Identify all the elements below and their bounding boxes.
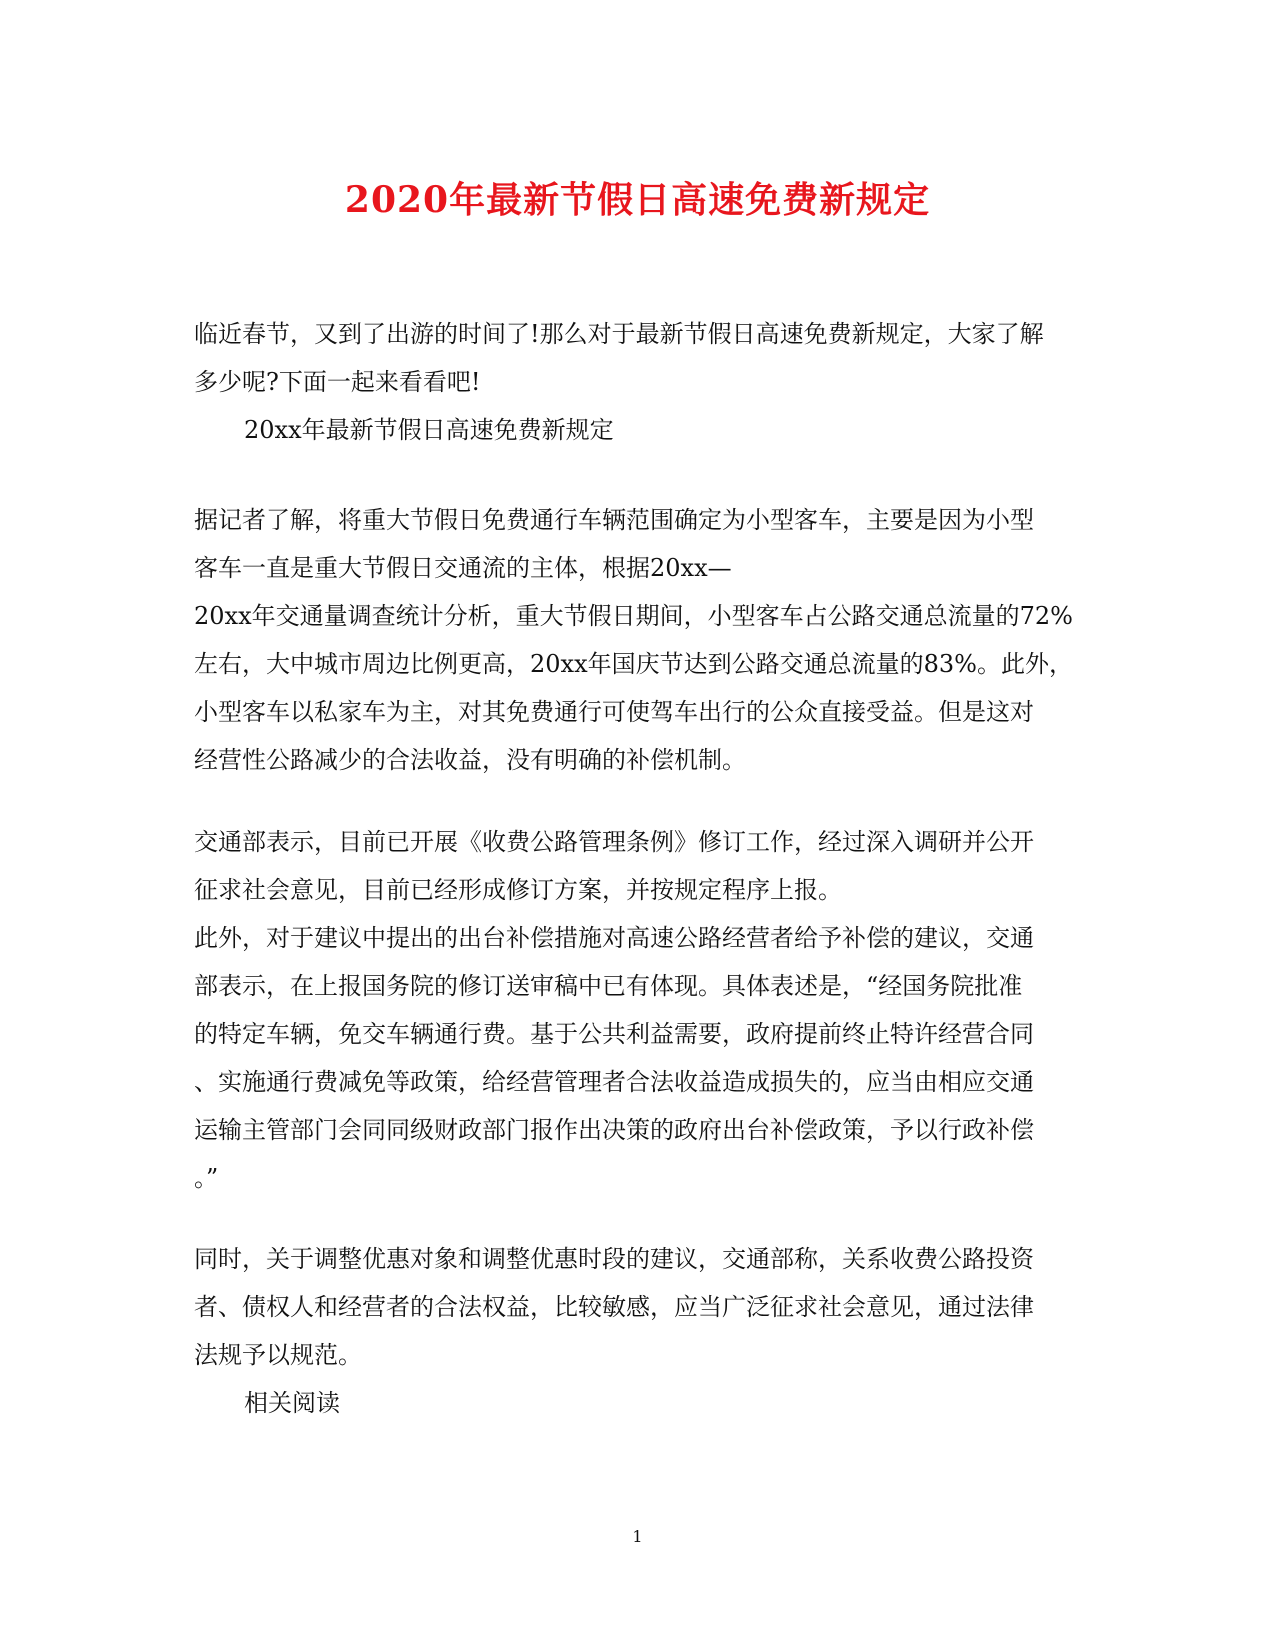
text-line: 的特定车辆，免交车辆通行费。基于公共利益需要，政府提前终止特许经营合同 [194, 1020, 1034, 1048]
text-line: 、实施通行费减免等政策，给经营管理者合法收益造成损失的，应当由相应交通 [194, 1068, 1034, 1096]
paragraph-intro [194, 310, 1084, 406]
text-line: 据记者了解，将重大节假日免费通行车辆范围确定为小型客车，主要是因为小型 [194, 506, 1034, 534]
paragraph-scope [194, 496, 1084, 784]
paragraph-subheading [194, 406, 1084, 454]
text-line: 。” [194, 1164, 219, 1192]
text-line: 同时，关于调整优惠对象和调整优惠时段的建议，交通部称，关系收费公路投资 [194, 1245, 1034, 1273]
page-number: 1 [632, 1527, 643, 1546]
text-line: 经营性公路减少的合法收益，没有明确的补偿机制。 [194, 746, 746, 774]
text-line: 小型客车以私家车为主，对其免费通行可使驾车出行的公众直接受益。但是这对 [194, 698, 1034, 726]
text-line: 多少呢?下面一起来看看吧! [194, 368, 481, 396]
text-line: 交通部表示，目前已开展《收费公路管理条例》修订工作，经过深入调研并公开 [194, 828, 1034, 856]
paragraph-adjustment [194, 1235, 1084, 1379]
text-line: 左右，大中城市周边比例更高，20xx年国庆节达到公路交通总流量的83%。此外， [194, 650, 1073, 678]
text-line: 者、债权人和经营者的合法权益，比较敏感，应当广泛征求社会意见，通过法律 [194, 1293, 1034, 1321]
text-line: 运输主管部门会同同级财政部门报作出决策的政府出台补偿政策，予以行政补偿 [194, 1116, 1034, 1144]
text-line: 客车一直是重大节假日交通流的主体，根据20xx— [194, 554, 732, 582]
document-title: 2020年最新节假日高速免费新规定 [344, 179, 931, 221]
paragraph-related [194, 1379, 1084, 1427]
text-line: 临近春节，又到了出游的时间了!那么对于最新节假日高速免费新规定，大家了解 [194, 320, 1044, 348]
paragraph-ministry [194, 818, 1084, 1202]
subheading-line: 20xx年最新节假日高速免费新规定 [244, 416, 614, 444]
text-line: 20xx年交通量调查统计分析，重大节假日期间，小型客车占公路交通总流量的72% [194, 602, 1073, 630]
text-line: 此外，对于建议中提出的出台补偿措施对高速公路经营者给予补偿的建议，交通 [194, 924, 1034, 952]
text-line: 征求社会意见，目前已经形成修订方案，并按规定程序上报。 [194, 876, 842, 904]
related-reading-label: 相关阅读 [244, 1389, 340, 1417]
text-line: 部表示，在上报国务院的修订送审稿中已有体现。具体表述是，“经国务院批准 [194, 972, 1023, 1000]
text-line: 法规予以规范。 [194, 1341, 362, 1369]
